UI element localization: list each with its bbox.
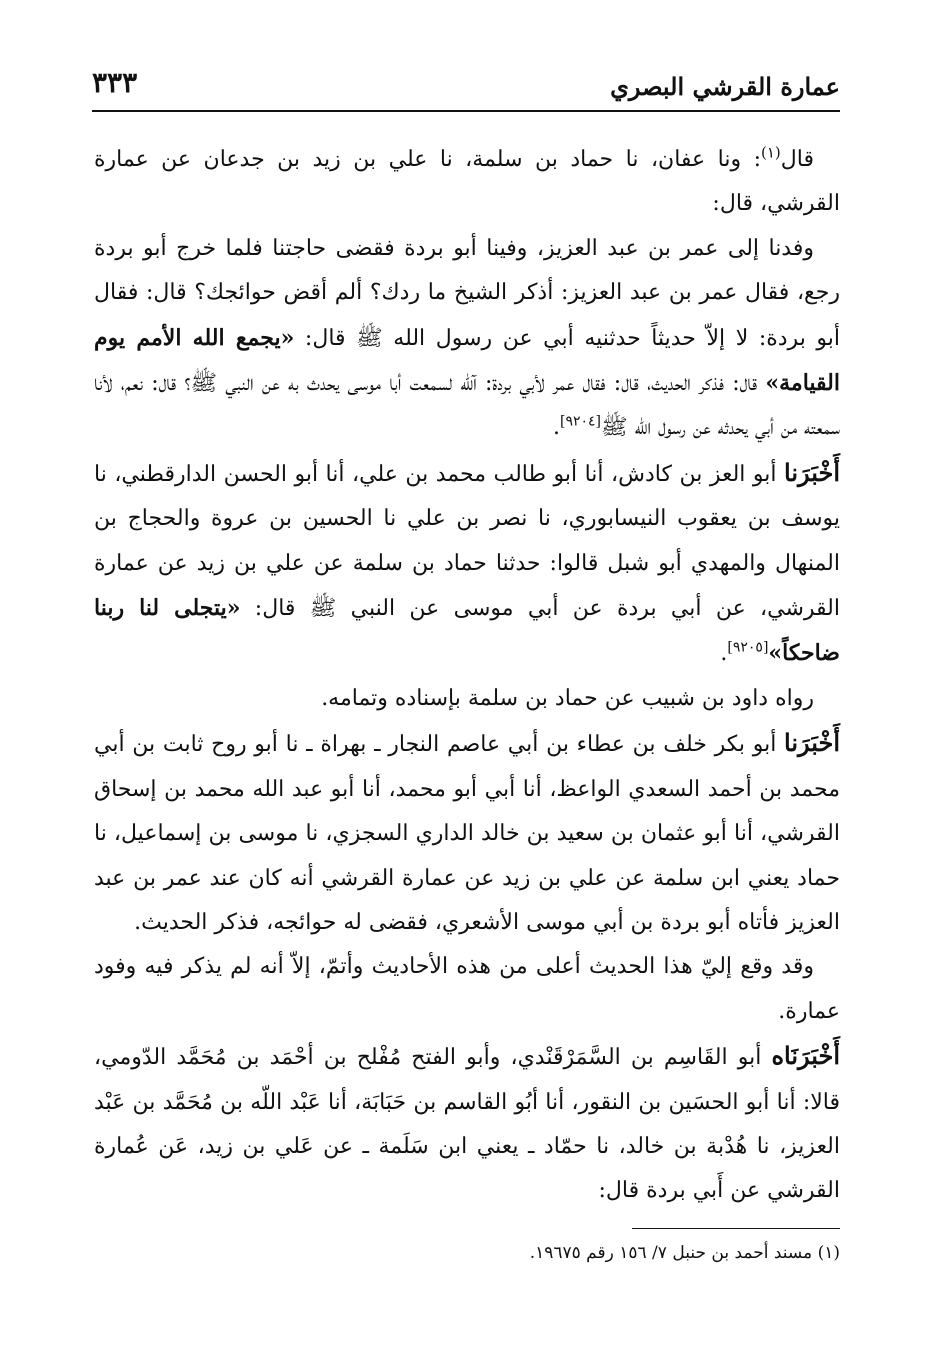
hadith-quote: «يتجلى لنا ربنا ضاحكاً» [94, 595, 840, 667]
paragraph-1 [94, 138, 840, 227]
footnote-text: مسند أحمد بن حنبل ٧/ ١٥٦ رقم ١٩٦٧٥. [529, 1243, 818, 1263]
p4-text: رواه داود بن شبيب عن حماد بن سلمة بإسناده وتمامه. [321, 685, 814, 711]
paragraph-5 [94, 721, 840, 945]
hadith-quote: «يجمع الله الأمم يوم القيامة» [94, 324, 840, 397]
hadith-ref-number: [٩٢٠٤] [559, 414, 601, 431]
p2-text: وفدنا إلى عمر بن عبد العزيز، وفينا أبو بردة فقضى حاجتنا فلما خرج أبو بردة رجع، فقال عمر بن عبد العزيز: أذكر الشيخ ما ردك؟ ألم أقض حوائجك؟ قال: فقال أبو بردة: لا إلاّ حديثاً حدثنيه أبي عن رسول الله ﷺ قال: [94, 235, 840, 351]
lead-word: أَخْبَرَنا [784, 728, 841, 758]
p6-text: وقد وقع إليّ هذا الحديث أعلى من هذه الأحاديث وأتمّ، إلاّ أنه لم يذكر فيه وفود عمارة. [94, 954, 840, 1024]
lead-word: أَخْبَرَنَاه [771, 1041, 840, 1071]
paragraph-6 [94, 945, 840, 1034]
p7-text: أبو القَاسِم بن السَّمَرْقَنْدي، وأبو الفتح مُفْلح بن أحْمَد بن مُحَمَّد الدّومي، قالا: أنا أبو الحسَين بن النقور، أنا أبُو القاسم بن حَبَابَة، أنا عَبْد اللّه بن مُحَمَّد بن عَبْد العزيز، نا هُدْبة بن خالد، نا حمّاد ـ يعني ابن سَلَمة ـ عن عَلي بن زيد، عَن عُمارة القرشي عن أَبي بردة قال: [94, 1045, 840, 1204]
footnote-divider [632, 1228, 840, 1229]
main-text [94, 138, 840, 1214]
paragraph-7 [94, 1034, 840, 1214]
footnote-marker: (١) [761, 143, 781, 162]
page-header [92, 66, 840, 112]
p5-text: أبو بكر خلف بن عطاء بن أبي عاصم النجار ـ بهراة ـ نا أبو روح ثابت بن أبي محمد بن أحمد السعدي الواعظ، أنا أبي أبو محمد، أنا أبو عبد الله محمد بن إسحاق القرشي، أنا أبو عثمان بن سعيد بن خالد الداري السجزي، نا موسى بن إسماعيل، نا حماد يعني ابن سلمة عن علي بن زيد عن عمارة القرشي أنه كان عند عمر بن عبد العزيز فأتاه أبو بردة بن أبي موسى الأشعري، فقضى له حوائجه، فذكر الحديث. [94, 732, 840, 935]
p3-text: أبو العز بن كادش، أنا أبو طالب محمد بن علي، أنا أبو الحسن الدارقطني، نا يوسف بن يعقوب النيسابوري، نا نصر بن علي نا الحسين بن عروة والحجاج بن المنهال والمهدي أبو شبل قالوا: حدثنا حماد بن سلمة عن علي بن زيد عن عمارة القرشي، عن أبي بردة عن أبي موسى عن النبي ﷺ قال: [94, 461, 840, 622]
p2-end: . [552, 415, 560, 441]
paragraph-4 [94, 677, 840, 721]
running-title: عمارة القرشي البصري [610, 72, 840, 101]
footnote-number: (١) [817, 1243, 840, 1263]
p3-end: . [720, 641, 728, 667]
p2-rest: قال: فذكر الحديث، قال: فقال عمر لأبي بردة: آلله لسمعت أبا موسى يحدث به عن النبي ﷺ؟ قال: نعم، لأنا سمعته من أبي يحدثه عن رسول الله ﷺ [94, 371, 840, 441]
p1-before: قال [780, 147, 814, 172]
footnote [300, 1238, 840, 1268]
paragraph-2 [94, 227, 840, 451]
page-number: ٣٣٣ [92, 66, 138, 99]
hadith-ref-number: [٩٢٠٥] [727, 640, 769, 657]
p1-after: : ونا عفان، نا حماد بن سلمة، نا علي بن زيد بن جدعان عن عمارة القرشي، قال: [94, 147, 840, 217]
lead-word: أَخْبَرَنا [784, 457, 840, 487]
paragraph-3 [94, 451, 840, 677]
